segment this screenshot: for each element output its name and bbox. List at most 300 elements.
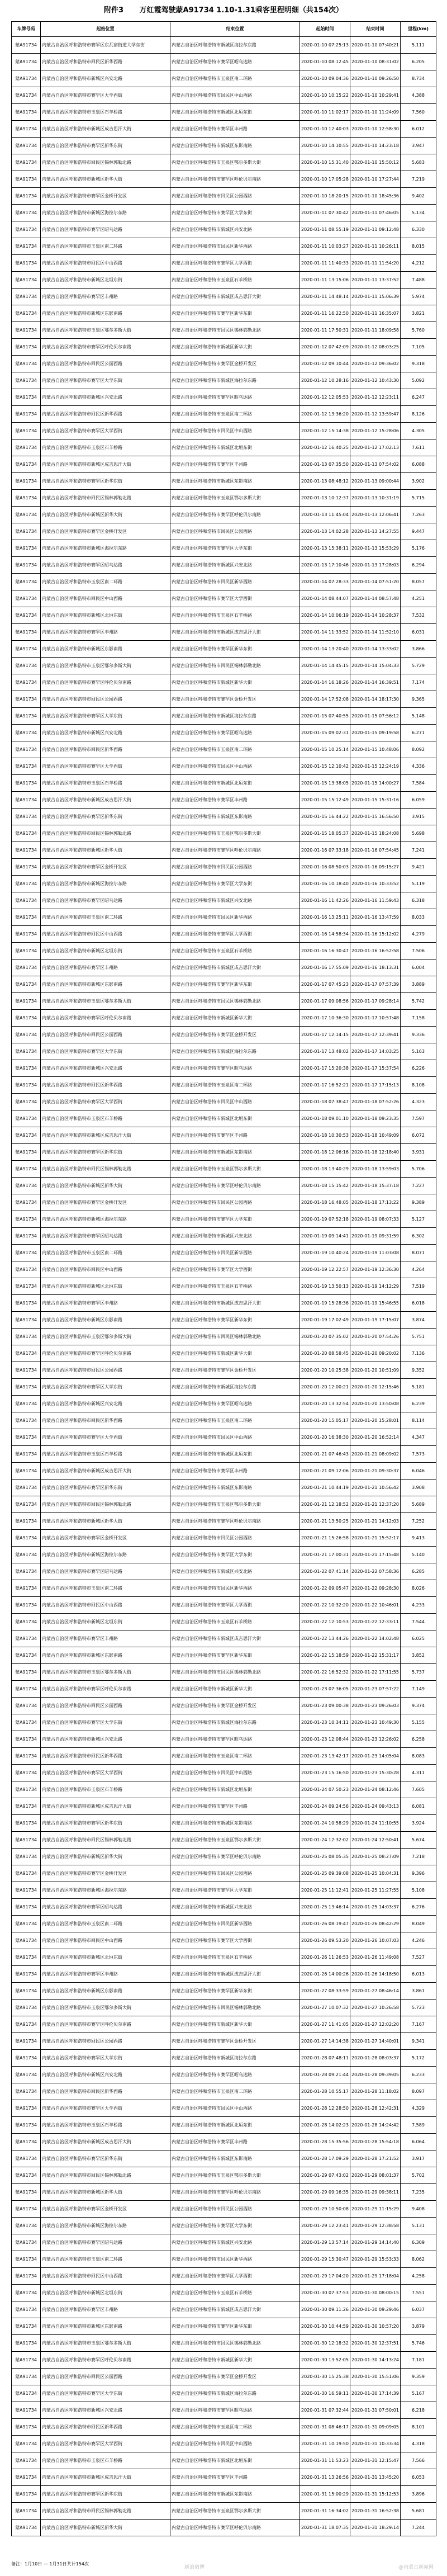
cell-start-location: 内蒙古自治区呼和浩特市新城区东影南路 bbox=[41, 1983, 170, 2000]
cell-start-location: 内蒙古自治区呼和浩特市回民区公园西路 bbox=[41, 356, 170, 372]
cell-mileage: 4.264 bbox=[401, 1261, 436, 1278]
cell-start-location: 内蒙古自治区呼和浩特市赛罕区新华东街 bbox=[41, 809, 170, 825]
cell-mileage: 6.081 bbox=[401, 1798, 436, 1815]
cell-plate: 蒙A91734 bbox=[12, 1681, 41, 1698]
cell-start-time: 2020-01-20 13:32:54 bbox=[300, 1396, 350, 1412]
table-row bbox=[12, 1698, 436, 1714]
cell-start-time: 2020-01-16 10:18:40 bbox=[300, 876, 350, 892]
cell-plate: 蒙A91734 bbox=[12, 1446, 41, 1463]
cell-plate: 蒙A91734 bbox=[12, 205, 41, 221]
table-row bbox=[12, 2268, 436, 2285]
column-header: 结束时间 bbox=[350, 22, 401, 37]
cell-start-time: 2020-01-20 15:05:17 bbox=[300, 1412, 350, 1429]
cell-mileage: 5.148 bbox=[401, 708, 436, 725]
cell-end-time: 2020-01-31 12:15:47 bbox=[350, 2452, 401, 2469]
cell-plate: 蒙A91734 bbox=[12, 1630, 41, 1647]
cell-end-location: 内蒙古自治区呼和浩特市新城区北垣东街 bbox=[170, 104, 300, 121]
table-row bbox=[12, 1295, 436, 1312]
cell-start-location: 内蒙古自治区呼和浩特市玉泉区石羊桥路 bbox=[41, 1446, 170, 1463]
table-row bbox=[12, 1463, 436, 1480]
cell-plate: 蒙A91734 bbox=[12, 658, 41, 674]
cell-end-location: 内蒙古自治区呼和浩特市玉泉区南二环路 bbox=[170, 2083, 300, 2100]
table-row bbox=[12, 188, 436, 205]
cell-mileage: 3.866 bbox=[401, 641, 436, 658]
table-row bbox=[12, 1027, 436, 1043]
column-header: 起始位置 bbox=[41, 22, 170, 37]
cell-start-location: 内蒙古自治区呼和浩特市回民区锡林郭勒北路 bbox=[41, 154, 170, 171]
cell-start-time: 2020-01-24 10:58:29 bbox=[300, 1815, 350, 1832]
cell-start-time: 2020-01-31 15:00:29 bbox=[300, 2486, 350, 2503]
cell-end-time: 2020-01-29 17:18:04 bbox=[350, 2268, 401, 2285]
cell-plate: 蒙A91734 bbox=[12, 1027, 41, 1043]
cell-end-time: 2020-01-10 18:45:36 bbox=[350, 188, 401, 205]
table-row bbox=[12, 1865, 436, 1882]
cell-start-time: 2020-01-22 13:44:26 bbox=[300, 1630, 350, 1647]
cell-end-time: 2020-01-12 17:02:13 bbox=[350, 439, 401, 456]
cell-end-location: 内蒙古自治区呼和浩特市新城区兴安北路 bbox=[170, 1563, 300, 1580]
cell-mileage: 7.573 bbox=[401, 1446, 436, 1463]
cell-mileage: 9.447 bbox=[401, 523, 436, 540]
table-row bbox=[12, 1245, 436, 1261]
cell-mileage: 5.760 bbox=[401, 322, 436, 339]
cell-start-time: 2020-01-17 12:14:15 bbox=[300, 1027, 350, 1043]
cell-end-time: 2020-01-19 17:15:07 bbox=[350, 1312, 401, 1329]
cell-end-time: 2020-01-16 11:59:43 bbox=[350, 892, 401, 909]
cell-start-location: 内蒙古自治区呼和浩特市回民区锡林郭勒北路 bbox=[41, 825, 170, 842]
cell-plate: 蒙A91734 bbox=[12, 2436, 41, 2452]
cell-end-location: 内蒙古自治区呼和浩特市回民区中山西路 bbox=[170, 87, 300, 104]
table-row bbox=[12, 892, 436, 909]
cell-end-location: 内蒙古自治区呼和浩特市回民区公园西路 bbox=[170, 523, 300, 540]
cell-mileage: 3.924 bbox=[401, 1815, 436, 1832]
cell-plate: 蒙A91734 bbox=[12, 792, 41, 809]
cell-mileage: 8.026 bbox=[401, 1580, 436, 1597]
table-row bbox=[12, 1446, 436, 1463]
cell-end-time: 2020-01-29 11:15:29 bbox=[350, 2201, 401, 2218]
cell-plate: 蒙A91734 bbox=[12, 1815, 41, 1832]
cell-end-location: 内蒙古自治区呼和浩特市赛罕区丰州路 bbox=[170, 456, 300, 473]
cell-plate: 蒙A91734 bbox=[12, 1043, 41, 1060]
table-row bbox=[12, 1379, 436, 1396]
cell-start-location: 内蒙古自治区呼和浩特市玉泉区鄂尔多斯大街 bbox=[41, 322, 170, 339]
cell-start-time: 2020-01-31 11:53:23 bbox=[300, 2452, 350, 2469]
cell-plate: 蒙A91734 bbox=[12, 1345, 41, 1362]
cell-start-time: 2020-01-23 12:08:44 bbox=[300, 1731, 350, 1748]
cell-start-location: 内蒙古自治区呼和浩特市赛罕区东瓦窑街道大学东街 bbox=[41, 37, 170, 54]
cell-start-location: 内蒙古自治区呼和浩特市新城区北垣东街 bbox=[41, 1278, 170, 1295]
table-row bbox=[12, 1630, 436, 1647]
table-row bbox=[12, 1362, 436, 1379]
cell-mileage: 3.917 bbox=[401, 2150, 436, 2167]
cell-start-time: 2020-01-20 08:58:45 bbox=[300, 1345, 350, 1362]
cell-start-time: 2020-01-31 10:19:50 bbox=[300, 2436, 350, 2452]
table-row bbox=[12, 439, 436, 456]
table-row bbox=[12, 1983, 436, 2000]
cell-start-time: 2020-01-27 10:07:32 bbox=[300, 2000, 350, 2016]
cell-end-location: 内蒙古自治区呼和浩特市回民区锡林郭勒北路 bbox=[170, 2335, 300, 2352]
cell-plate: 蒙A91734 bbox=[12, 389, 41, 406]
cell-start-location: 内蒙古自治区呼和浩特市赛罕区呼伦贝尔南路 bbox=[41, 339, 170, 356]
cell-mileage: 5.131 bbox=[401, 2218, 436, 2234]
cell-end-time: 2020-01-10 15:50:12 bbox=[350, 154, 401, 171]
cell-start-time: 2020-01-21 10:44:19 bbox=[300, 1480, 350, 1496]
cell-end-time: 2020-01-10 08:31:02 bbox=[350, 54, 401, 70]
cell-plate: 蒙A91734 bbox=[12, 221, 41, 238]
table-row bbox=[12, 1077, 436, 1094]
cell-end-location: 内蒙古自治区呼和浩特市回民区新华西路 bbox=[170, 238, 300, 255]
cell-end-location: 内蒙古自治区呼和浩特市回民区公园西路 bbox=[170, 859, 300, 876]
table-row bbox=[12, 2117, 436, 2134]
cell-end-time: 2020-01-24 11:10:55 bbox=[350, 1815, 401, 1832]
cell-plate: 蒙A91734 bbox=[12, 1765, 41, 1781]
cell-plate: 蒙A91734 bbox=[12, 1530, 41, 1547]
cell-end-location: 内蒙古自治区呼和浩特市新城区成吉思汗大街 bbox=[170, 1966, 300, 1983]
cell-start-time: 2020-01-31 07:32:44 bbox=[300, 2402, 350, 2419]
cell-plate: 蒙A91734 bbox=[12, 1496, 41, 1513]
cell-end-time: 2020-01-11 10:26:11 bbox=[350, 238, 401, 255]
cell-start-location: 内蒙古自治区呼和浩特市新城区北垣东街 bbox=[41, 607, 170, 624]
cell-plate: 蒙A91734 bbox=[12, 2301, 41, 2318]
cell-plate: 蒙A91734 bbox=[12, 1077, 41, 1094]
cell-start-location: 内蒙古自治区呼和浩特市新城区成吉思汗大街 bbox=[41, 792, 170, 809]
table-row bbox=[12, 993, 436, 1010]
table-row bbox=[12, 70, 436, 87]
cell-mileage: 9.421 bbox=[401, 859, 436, 876]
cell-start-time: 2020-01-30 09:11:26 bbox=[300, 2301, 350, 2318]
table-row bbox=[12, 1110, 436, 1127]
cell-start-time: 2020-01-18 07:38:47 bbox=[300, 1094, 350, 1110]
table-row bbox=[12, 2436, 436, 2452]
cell-end-location: 内蒙古自治区呼和浩特市赛罕区大学西街 bbox=[170, 1597, 300, 1614]
table-row bbox=[12, 1614, 436, 1630]
table-row bbox=[12, 2402, 436, 2419]
cell-start-location: 内蒙古自治区呼和浩特市回民区中山西路 bbox=[41, 1932, 170, 1949]
table-row bbox=[12, 1312, 436, 1329]
cell-mileage: 7.105 bbox=[401, 339, 436, 356]
cell-start-time: 2020-01-21 07:46:43 bbox=[300, 1446, 350, 1463]
cell-start-location: 内蒙古自治区呼和浩特市玉泉区鄂尔多斯大街 bbox=[41, 993, 170, 1010]
cell-end-time: 2020-01-16 07:54:45 bbox=[350, 842, 401, 859]
cell-start-time: 2020-01-19 13:50:13 bbox=[300, 1278, 350, 1295]
table-row bbox=[12, 2134, 436, 2150]
table-row bbox=[12, 1916, 436, 1932]
cell-start-time: 2020-01-29 09:16:35 bbox=[300, 2184, 350, 2201]
cell-start-time: 2020-01-14 08:44:07 bbox=[300, 590, 350, 607]
cell-start-time: 2020-01-17 10:36:30 bbox=[300, 1010, 350, 1027]
cell-end-location: 内蒙古自治区呼和浩特市玉泉区南二环路 bbox=[170, 406, 300, 423]
cell-start-location: 内蒙古自治区呼和浩特市赛罕区大学东街 bbox=[41, 708, 170, 725]
cell-end-location: 内蒙古自治区呼和浩特市赛罕区金桥开发区 bbox=[170, 2033, 300, 2050]
table-row bbox=[12, 1261, 436, 1278]
cell-start-time: 2020-01-19 15:28:36 bbox=[300, 1295, 350, 1312]
column-header: 车牌号码 bbox=[12, 22, 41, 37]
cell-mileage: 7.584 bbox=[401, 775, 436, 792]
cell-plate: 蒙A91734 bbox=[12, 2268, 41, 2285]
cell-start-location: 内蒙古自治区呼和浩特市回民区锡林郭勒北路 bbox=[41, 1832, 170, 1849]
cell-plate: 蒙A91734 bbox=[12, 339, 41, 356]
cell-end-time: 2020-01-21 10:56:42 bbox=[350, 1480, 401, 1496]
cell-end-location: 内蒙古自治区呼和浩特市回民区公园西路 bbox=[170, 2201, 300, 2218]
cell-start-time: 2020-01-21 13:50:25 bbox=[300, 1513, 350, 1530]
cell-end-time: 2020-01-20 09:20:02 bbox=[350, 1345, 401, 1362]
cell-plate: 蒙A91734 bbox=[12, 1849, 41, 1865]
table-row bbox=[12, 1278, 436, 1295]
cell-plate: 蒙A91734 bbox=[12, 2452, 41, 2469]
cell-start-time: 2020-01-30 16:59:11 bbox=[300, 2385, 350, 2402]
cell-start-time: 2020-01-15 12:10:42 bbox=[300, 758, 350, 775]
cell-start-location: 内蒙古自治区呼和浩特市新城区兴安北路 bbox=[41, 2067, 170, 2083]
table-row bbox=[12, 624, 436, 641]
cell-start-location: 内蒙古自治区呼和浩特市赛罕区呼伦贝尔南路 bbox=[41, 1345, 170, 1362]
cell-start-time: 2020-01-10 12:40:03 bbox=[300, 121, 350, 138]
column-header: 起始时间 bbox=[300, 22, 350, 37]
cell-plate: 蒙A91734 bbox=[12, 1379, 41, 1396]
cell-mileage: 5.729 bbox=[401, 658, 436, 674]
cell-start-location: 内蒙古自治区呼和浩特市赛罕区大学西街 bbox=[41, 2436, 170, 2452]
cell-start-time: 2020-01-13 10:12:37 bbox=[300, 490, 350, 507]
cell-end-location: 内蒙古自治区呼和浩特市新城区北垣东街 bbox=[170, 2452, 300, 2469]
cell-end-time: 2020-01-20 12:15:46 bbox=[350, 1379, 401, 1396]
cell-plate: 蒙A91734 bbox=[12, 70, 41, 87]
cell-end-time: 2020-01-13 15:53:29 bbox=[350, 540, 401, 557]
cell-start-time: 2020-01-16 11:42:26 bbox=[300, 892, 350, 909]
cell-end-location: 内蒙古自治区呼和浩特市回民区中山西路 bbox=[170, 423, 300, 439]
cell-end-location: 内蒙古自治区呼和浩特市玉泉区南二环路 bbox=[170, 1077, 300, 1094]
cell-end-location: 内蒙古自治区呼和浩特市新城区兴安北路 bbox=[170, 1899, 300, 1916]
cell-end-time: 2020-01-22 14:02:48 bbox=[350, 1630, 401, 1647]
cell-mileage: 6.294 bbox=[401, 557, 436, 574]
cell-end-location: 内蒙古自治区呼和浩特市玉泉区南二环路 bbox=[170, 1412, 300, 1429]
cell-plate: 蒙A91734 bbox=[12, 1245, 41, 1261]
cell-mileage: 7.532 bbox=[401, 607, 436, 624]
cell-start-time: 2020-01-25 08:05:35 bbox=[300, 1849, 350, 1865]
cell-mileage: 5.746 bbox=[401, 2335, 436, 2352]
cell-start-location: 内蒙古自治区呼和浩特市赛罕区呼伦贝尔南路 bbox=[41, 1681, 170, 1698]
cell-mileage: 3.821 bbox=[401, 305, 436, 322]
cell-mileage: 6.072 bbox=[401, 1127, 436, 1144]
table-row bbox=[12, 909, 436, 926]
cell-start-time: 2020-01-31 18:07:35 bbox=[300, 2520, 350, 2536]
cell-start-time: 2020-01-10 08:12:45 bbox=[300, 54, 350, 70]
cell-start-location: 内蒙古自治区呼和浩特市新城区北垣东街 bbox=[41, 272, 170, 289]
cell-start-time: 2020-01-13 15:38:11 bbox=[300, 540, 350, 557]
cell-end-time: 2020-01-13 09:00:44 bbox=[350, 473, 401, 490]
cell-end-location: 内蒙古自治区呼和浩特市新城区东影南路 bbox=[170, 1480, 300, 1496]
footer-note: 备注：1月10日 — 1月31日共计154次 bbox=[11, 2561, 89, 2566]
cell-end-location: 内蒙古自治区呼和浩特市回民区新华西路 bbox=[170, 1245, 300, 1261]
table-row bbox=[12, 859, 436, 876]
cell-start-location: 内蒙古自治区呼和浩特市赛罕区金桥开发区 bbox=[41, 188, 170, 205]
cell-mileage: 6.258 bbox=[401, 1731, 436, 1748]
cell-mileage: 7.174 bbox=[401, 674, 436, 691]
table-row bbox=[12, 1681, 436, 1698]
cell-start-location: 内蒙古自治区呼和浩特市玉泉区鄂尔多斯大街 bbox=[41, 1329, 170, 1345]
cell-start-time: 2020-01-14 07:28:33 bbox=[300, 574, 350, 590]
table-row bbox=[12, 1345, 436, 1362]
cell-plate: 蒙A91734 bbox=[12, 1010, 41, 1027]
cell-start-time: 2020-01-10 14:10:55 bbox=[300, 138, 350, 154]
table-row bbox=[12, 2469, 436, 2486]
cell-plate: 蒙A91734 bbox=[12, 1060, 41, 1077]
cell-end-time: 2020-01-31 18:29:14 bbox=[350, 2520, 401, 2536]
cell-start-time: 2020-01-17 16:52:21 bbox=[300, 1077, 350, 1094]
cell-plate: 蒙A91734 bbox=[12, 1278, 41, 1295]
cell-end-time: 2020-01-26 08:42:29 bbox=[350, 1916, 401, 1932]
table-row bbox=[12, 1849, 436, 1865]
cell-mileage: 6.013 bbox=[401, 1966, 436, 1983]
cell-mileage: 4.251 bbox=[401, 590, 436, 607]
cell-mileage: 3.896 bbox=[401, 2486, 436, 2503]
cell-plate: 蒙A91734 bbox=[12, 490, 41, 507]
cell-mileage: 8.033 bbox=[401, 909, 436, 926]
cell-start-time: 2020-01-11 13:15:06 bbox=[300, 272, 350, 289]
cell-start-time: 2020-01-28 12:28:50 bbox=[300, 2100, 350, 2117]
cell-mileage: 3.931 bbox=[401, 1144, 436, 1161]
cell-start-location: 内蒙古自治区呼和浩特市新城区成吉思汗大街 bbox=[41, 1127, 170, 1144]
cell-start-location: 内蒙古自治区呼和浩特市赛罕区金桥开发区 bbox=[41, 523, 170, 540]
cell-plate: 蒙A91734 bbox=[12, 406, 41, 423]
cell-end-time: 2020-01-14 07:51:20 bbox=[350, 574, 401, 590]
cell-end-time: 2020-01-15 16:56:50 bbox=[350, 809, 401, 825]
cell-end-time: 2020-01-26 10:07:03 bbox=[350, 1932, 401, 1949]
table-row bbox=[12, 1832, 436, 1849]
cell-end-time: 2020-01-24 12:50:41 bbox=[350, 1832, 401, 1849]
table-row bbox=[12, 2452, 436, 2469]
table-row bbox=[12, 2218, 436, 2234]
cell-start-location: 内蒙古自治区呼和浩特市回民区新华西路 bbox=[41, 406, 170, 423]
cell-end-location: 内蒙古自治区呼和浩特市赛罕区呼伦贝尔南路 bbox=[170, 171, 300, 188]
cell-end-location: 内蒙古自治区呼和浩特市赛罕区新华东街 bbox=[170, 1647, 300, 1664]
table-row bbox=[12, 255, 436, 272]
cell-end-location: 内蒙古自治区呼和浩特市赛罕区大学东街 bbox=[170, 205, 300, 221]
cell-end-time: 2020-01-23 12:26:02 bbox=[350, 1731, 401, 1748]
cell-start-location: 内蒙古自治区呼和浩特市赛罕区丰州路 bbox=[41, 2301, 170, 2318]
table-row bbox=[12, 1647, 436, 1664]
cell-start-time: 2020-01-26 08:19:47 bbox=[300, 1916, 350, 1932]
cell-mileage: 6.037 bbox=[401, 2301, 436, 2318]
cell-end-location: 内蒙古自治区呼和浩特市赛罕区呼伦贝尔南路 bbox=[170, 2520, 300, 2536]
cell-start-time: 2020-01-12 15:14:38 bbox=[300, 423, 350, 439]
cell-end-time: 2020-01-30 14:13:24 bbox=[350, 2352, 401, 2369]
cell-end-location: 内蒙古自治区呼和浩特市玉泉区石羊桥路 bbox=[170, 2285, 300, 2301]
cell-mileage: 5.681 bbox=[401, 2503, 436, 2520]
cell-end-location: 内蒙古自治区呼和浩特市赛罕区新华东街 bbox=[170, 2318, 300, 2335]
cell-mileage: 4.329 bbox=[401, 2100, 436, 2117]
table-row bbox=[12, 2369, 436, 2385]
cell-end-time: 2020-01-30 10:57:20 bbox=[350, 2318, 401, 2335]
table-row bbox=[12, 1480, 436, 1496]
cell-plate: 蒙A91734 bbox=[12, 1329, 41, 1345]
cell-end-location: 内蒙古自治区呼和浩特市新城区成吉思汗大街 bbox=[170, 2301, 300, 2318]
cell-mileage: 5.742 bbox=[401, 993, 436, 1010]
cell-start-location: 内蒙古自治区呼和浩特市回民区新华西路 bbox=[41, 2083, 170, 2100]
cell-end-time: 2020-01-24 09:43:13 bbox=[350, 1798, 401, 1815]
cell-end-time: 2020-01-10 12:58:30 bbox=[350, 121, 401, 138]
cell-start-time: 2020-01-14 17:52:08 bbox=[300, 691, 350, 708]
table-row bbox=[12, 725, 436, 741]
cell-end-location: 内蒙古自治区呼和浩特市玉泉区石羊桥路 bbox=[170, 1278, 300, 1295]
cell-plate: 蒙A91734 bbox=[12, 1295, 41, 1312]
cell-start-location: 内蒙古自治区呼和浩特市回民区新华西路 bbox=[41, 1412, 170, 1429]
cell-start-location: 内蒙古自治区呼和浩特市玉泉区石羊桥路 bbox=[41, 2452, 170, 2469]
cell-start-time: 2020-01-20 12:00:21 bbox=[300, 1379, 350, 1396]
cell-start-time: 2020-01-17 09:08:56 bbox=[300, 993, 350, 1010]
cell-start-location: 内蒙古自治区呼和浩特市回民区公园西路 bbox=[41, 691, 170, 708]
cell-start-time: 2020-01-16 08:50:03 bbox=[300, 859, 350, 876]
cell-mileage: 8.092 bbox=[401, 741, 436, 758]
table-row bbox=[12, 389, 436, 406]
cell-start-location: 内蒙古自治区呼和浩特市赛罕区金桥开发区 bbox=[41, 859, 170, 876]
cell-end-time: 2020-01-17 12:39:41 bbox=[350, 1027, 401, 1043]
cell-plate: 蒙A91734 bbox=[12, 590, 41, 607]
cell-plate: 蒙A91734 bbox=[12, 1261, 41, 1278]
table-row bbox=[12, 2385, 436, 2402]
cell-plate: 蒙A91734 bbox=[12, 1798, 41, 1815]
title-text: 万红霞驾驶蒙A91734 1.10-1.31乘客里程明细（共154次） bbox=[139, 6, 344, 15]
cell-start-location: 内蒙古自治区呼和浩特市新城区新华大街 bbox=[41, 1178, 170, 1194]
cell-start-location: 内蒙古自治区呼和浩特市新城区兴安北路 bbox=[41, 1396, 170, 1412]
cell-end-location: 内蒙古自治区呼和浩特市赛罕区昭乌达路 bbox=[170, 1060, 300, 1077]
table-row bbox=[12, 2520, 436, 2536]
cell-plate: 蒙A91734 bbox=[12, 1748, 41, 1765]
cell-plate: 蒙A91734 bbox=[12, 641, 41, 658]
cell-end-time: 2020-01-15 14:00:27 bbox=[350, 775, 401, 792]
cell-end-location: 内蒙古自治区呼和浩特市回民区中山西路 bbox=[170, 1765, 300, 1781]
cell-end-location: 内蒙古自治区呼和浩特市新城区新华大街 bbox=[170, 1681, 300, 1698]
cell-start-location: 内蒙古自治区呼和浩特市回民区中山西路 bbox=[41, 1597, 170, 1614]
cell-end-location: 内蒙古自治区呼和浩特市新城区北垣东街 bbox=[170, 775, 300, 792]
cell-end-location: 内蒙古自治区呼和浩特市回民区中山西路 bbox=[170, 1429, 300, 1446]
cell-start-time: 2020-01-16 13:25:11 bbox=[300, 909, 350, 926]
cell-plate: 蒙A91734 bbox=[12, 674, 41, 691]
table-row bbox=[12, 322, 436, 339]
cell-end-time: 2020-01-29 08:01:37 bbox=[350, 2167, 401, 2184]
cell-end-time: 2020-01-30 08:00:15 bbox=[350, 2285, 401, 2301]
cell-start-location: 内蒙古自治区呼和浩特市赛罕区大学东街 bbox=[41, 1043, 170, 1060]
cell-plate: 蒙A91734 bbox=[12, 1563, 41, 1580]
cell-start-location: 内蒙古自治区呼和浩特市赛罕区新华东街 bbox=[41, 2486, 170, 2503]
cell-mileage: 4.305 bbox=[401, 423, 436, 439]
cell-end-time: 2020-01-22 17:11:55 bbox=[350, 1664, 401, 1681]
watermark: 新浪微博 bbox=[184, 2565, 205, 2570]
cell-start-time: 2020-01-22 07:41:14 bbox=[300, 1563, 350, 1580]
cell-plate: 蒙A91734 bbox=[12, 1865, 41, 1882]
cell-end-location: 内蒙古自治区呼和浩特市新城区海拉尔东路 bbox=[170, 2385, 300, 2402]
table-row bbox=[12, 490, 436, 507]
cell-plate: 蒙A91734 bbox=[12, 456, 41, 473]
cell-plate: 蒙A91734 bbox=[12, 691, 41, 708]
cell-plate: 蒙A91734 bbox=[12, 557, 41, 574]
cell-start-location: 内蒙古自治区呼和浩特市新城区新华大街 bbox=[41, 2184, 170, 2201]
cell-mileage: 5.751 bbox=[401, 1329, 436, 1345]
cell-mileage: 9.359 bbox=[401, 2369, 436, 2385]
cell-plate: 蒙A91734 bbox=[12, 1429, 41, 1446]
cell-end-time: 2020-01-15 10:48:06 bbox=[350, 741, 401, 758]
cell-plate: 蒙A91734 bbox=[12, 993, 41, 1010]
cell-start-time: 2020-01-15 10:25:14 bbox=[300, 741, 350, 758]
cell-mileage: 7.544 bbox=[401, 1614, 436, 1630]
cell-start-location: 内蒙古自治区呼和浩特市玉泉区石羊桥路 bbox=[41, 2117, 170, 2134]
cell-end-time: 2020-01-14 11:52:10 bbox=[350, 624, 401, 641]
table-row bbox=[12, 540, 436, 557]
cell-start-time: 2020-01-11 07:30:42 bbox=[300, 205, 350, 221]
cell-end-location: 内蒙古自治区呼和浩特市新城区东影南路 bbox=[170, 138, 300, 154]
cell-start-location: 内蒙古自治区呼和浩特市赛罕区大学西街 bbox=[41, 1429, 170, 1446]
cell-end-time: 2020-01-29 15:53:33 bbox=[350, 2251, 401, 2268]
cell-mileage: 7.167 bbox=[401, 2016, 436, 2033]
cell-plate: 蒙A91734 bbox=[12, 2000, 41, 2016]
cell-start-time: 2020-01-28 17:09:29 bbox=[300, 2150, 350, 2167]
